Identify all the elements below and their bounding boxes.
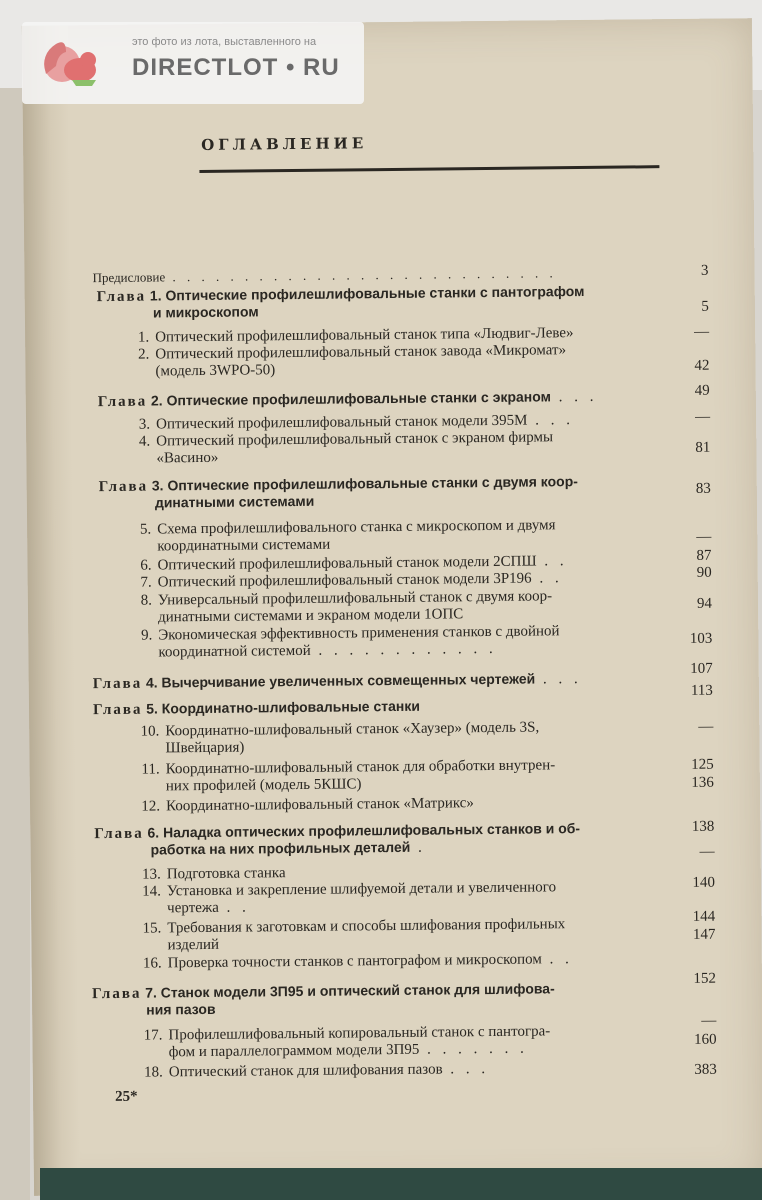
item-number: 18.: [144, 1064, 163, 1081]
toc-chapter-3-cont: [155, 493, 315, 513]
toc-chapter-1: [97, 283, 585, 306]
item-number: 3.: [138, 416, 151, 433]
toc-item-11-cont: [166, 776, 362, 795]
item-9-text-cont: координатной системой: [158, 642, 311, 661]
item-7-text: Оптический профилешлифовальный станок модели 3Р196: [157, 570, 532, 591]
item-15-text-cont: изделий: [167, 936, 220, 954]
item-9-text: Экономическая эффективность применения станков с двойной: [158, 623, 560, 644]
item-number: 8.: [140, 592, 153, 609]
item-6-text: Оптический профилешлифовальный станок модели 2СПШ: [157, 553, 537, 574]
chapter-lead: Глава: [94, 825, 144, 843]
toc-content: [22, 18, 762, 1196]
toc-item-11: [134, 757, 556, 778]
chapter-4-title: 4. Вычерчивание увеличенных совмещенных чертежей: [145, 670, 536, 691]
chapter-6-title: 6. Наладка оптических профилешлифовальных станков и об-: [147, 820, 581, 841]
item-number: 10.: [140, 723, 160, 740]
chapter-2-title: 2. Оптические профилешлифовальные станки с экраном: [150, 388, 552, 409]
toc-item-2-page: 42: [694, 357, 710, 374]
book-cover-strip: [40, 1168, 762, 1200]
toc-chapter-4-page: 107: [690, 660, 713, 677]
toc-item-3-page: —: [694, 408, 711, 425]
toc-item-2: [123, 342, 566, 364]
item-number: 9.: [140, 627, 153, 644]
book-page: [22, 18, 762, 1196]
item-8-text-cont: динатными системами и экраном модели 1ОПС: [158, 606, 464, 626]
chapter-lead: Глава: [97, 393, 148, 411]
chapter-lead: Глава: [92, 701, 143, 719]
chapter-lead: Глава: [98, 478, 149, 496]
item-3-text: Оптический профилешлифовальный станок модели 395М: [155, 412, 528, 433]
item-number: 6.: [140, 557, 152, 574]
toc-item-6: 6. Оптический профилешлифовальный станок модели 2СПШ . .: [125, 553, 567, 575]
item-1-text: Оптический профилешлифовальный станок типа «Людвиг-Леве»: [155, 325, 574, 346]
item-10-text: Координатно-шлифовальный станок «Хаузер» (модель 3S,: [165, 719, 540, 740]
signature-mark: 25*: [115, 1088, 138, 1105]
item-number: 16.: [142, 955, 162, 972]
chapter-1-title: 1. Оптические профилешлифовальные станки с пантографом: [149, 282, 585, 304]
toc-chapter-3: [99, 473, 578, 496]
toc-item-9-page: 103: [689, 630, 713, 647]
toc-preface: Предисловие . . . . . . . . . . . . . . . . . . . . . . . . . . .: [92, 265, 557, 286]
toc-item-12-page: 136: [691, 774, 714, 791]
item-4-text-cont: «Васино»: [156, 449, 219, 467]
watermark-brand: DIRECTLOT • RU: [132, 54, 340, 81]
toc-item-10: [133, 719, 539, 740]
toc-chapter-7: [92, 980, 555, 1003]
toc-item-14-cont: чертежа . .: [167, 899, 250, 917]
toc-item-15-cont: [167, 937, 219, 955]
toc-item-4-page: 81: [695, 439, 711, 456]
toc-chapter-5-page: 113: [690, 682, 713, 699]
squirrel-logo-icon: [36, 34, 106, 92]
toc-chapter-6-page: 138: [691, 818, 715, 835]
toc-preface-page: 3: [700, 262, 709, 279]
toc-chapter-2-page: 49: [694, 382, 710, 399]
chapter-6-title-cont: работка на них профильных деталей: [150, 838, 411, 858]
item-number: 13.: [141, 866, 161, 883]
item-number: 1.: [137, 329, 150, 346]
item-13-text: Подготовка станка: [166, 865, 286, 883]
toc-item-3: 3. Оптический профилешлифовальный станок модели 395М . . .: [124, 412, 574, 434]
item-number: 4.: [138, 433, 151, 450]
item-10-text-cont: Швейцария): [165, 739, 245, 757]
item-number: 15.: [142, 920, 162, 937]
item-number: 11.: [141, 761, 160, 778]
title-underline: [199, 165, 659, 173]
toc-item-16: 16. Проверка точности станков с пантографом и микроскопом . .: [136, 951, 573, 973]
item-8-text: Универсальный профилешлифовальный станок с двумя коор-: [157, 588, 553, 609]
toc-item-5-page: —: [696, 528, 712, 545]
chapter-5-title: 5. Координатно-шлифовальные станки: [146, 697, 421, 717]
toc-item-14-page: 140: [692, 874, 715, 891]
watermark-caption: это фото из лота, выставленного на: [132, 36, 317, 48]
toc-item-17-page-a: —: [701, 1012, 717, 1029]
item-14-text-cont: чертежа: [167, 899, 219, 917]
toc-item-18-page: 383: [694, 1061, 717, 1078]
chapter-7-title: 7. Станок модели 3П95 и оптический станок для шлифова-: [145, 980, 555, 1001]
item-18-text: Оптический станок для шлифования пазов: [168, 1061, 443, 1081]
toc-item-17-cont: фом и параллелограммом модели 3П95 . . . . . . .: [168, 1040, 528, 1061]
item-16-text: Проверка точности станков с пантографом и микроскопом: [167, 951, 542, 972]
toc-chapter-1-cont: [153, 303, 259, 322]
toc-item-13: [135, 865, 286, 884]
toc-item-11-page: 125: [691, 756, 714, 773]
toc-chapter-7-page: 152: [693, 970, 716, 987]
toc-chapter-2: Глава 2. Оптические профилешлифовальные станки с экраном . . .: [97, 388, 598, 411]
toc-chapter-5: [93, 698, 420, 719]
item-number: 14.: [142, 883, 162, 900]
item-17-text: Профилешлифовальный копировальный станок с пантогра-: [168, 1023, 551, 1044]
item-17-text-cont: фом и параллелограммом модели 3П95: [168, 1041, 420, 1061]
page-title: ОГЛАВЛЕНИЕ: [201, 134, 368, 154]
item-2-text-cont: (модель 3WPO-50): [155, 362, 276, 380]
watermark: [22, 22, 364, 104]
toc-item-17-page-b: 160: [693, 1031, 717, 1048]
toc-item-6-page: 87: [696, 547, 712, 564]
chapter-lead: Глава: [92, 675, 143, 693]
toc-item-14: [135, 879, 556, 900]
chapter-lead: Глава: [96, 288, 147, 306]
toc-item-8-cont: [158, 606, 463, 626]
item-5-text: Схема профилешлифовального станка с микроскопом и двумя: [157, 517, 556, 538]
item-number: 5.: [139, 521, 152, 538]
toc-item-7-page: 90: [696, 564, 712, 581]
toc-chapter-4: Глава 4. Вычерчивание увеличенных совмещенных чертежей . . .: [92, 670, 582, 693]
chapter-lead: Глава: [91, 985, 142, 1003]
item-14-text: Установка и закрепление шлифуемой детали и увеличенного: [166, 879, 557, 900]
toc-chapter-6-cont: работка на них профильных деталей .: [150, 838, 426, 858]
item-number: 7.: [140, 574, 152, 591]
toc-item-4: [124, 429, 553, 450]
toc-item-18: 18. Оптический станок для шлифования пазов . . .: [137, 1061, 489, 1082]
item-2-text: Оптический профилешлифовальный станок завода «Микромат»: [155, 342, 567, 363]
toc-item-8-page: 94: [696, 595, 713, 612]
toc-item-7: 7. Оптический профилешлифовальный станок модели 3Р196 . .: [126, 570, 563, 592]
toc-item-12: [134, 795, 474, 816]
item-5-text-cont: координатными системами: [157, 536, 331, 555]
toc-chapter-3-page: 83: [695, 480, 711, 497]
item-11-text-cont: них профилей (модель 5КШС): [165, 776, 362, 795]
item-12-text: Координатно-шлифовальный станок «Матрикс»: [165, 795, 474, 815]
toc-item-13-page: —: [699, 843, 715, 860]
chapter-3-title: 3. Оптические профилешлифовальные станки с двумя коор-: [151, 473, 578, 494]
item-number: 12.: [141, 798, 161, 815]
toc-chapter-1-page: 5: [701, 298, 709, 315]
toc-item-4-cont: [156, 450, 218, 468]
chapter-3-title-cont: динатными системами: [154, 492, 315, 511]
item-15-text: Требования к заготовкам и способы шлифования профильных: [167, 916, 566, 937]
toc-item-15-page: 144: [692, 908, 716, 925]
toc-item-5: [125, 517, 555, 539]
toc-item-10-cont: [165, 740, 244, 758]
item-11-text: Координатно-шлифовальный станок для обработки внутрен-: [165, 757, 556, 778]
toc-item-2-cont: [155, 362, 275, 380]
toc-item-15: [135, 916, 565, 938]
toc-chapter-7-cont: [146, 1001, 215, 1020]
toc-item-1-page: —: [694, 323, 710, 340]
toc-item-16-page: 147: [692, 926, 716, 943]
item-4-text: Оптический профилешлифовальный станок с экраном фирмы: [156, 429, 554, 450]
chapter-1-title-cont: и микроскопом: [152, 303, 259, 321]
toc-preface-label: Предисловие: [92, 269, 166, 286]
toc-item-5-cont: [157, 537, 330, 556]
toc-item-10-page: —: [698, 718, 714, 735]
item-number: 2.: [138, 346, 150, 363]
toc-item-9-cont: координатной системой . . . . . . . . . . . .: [158, 640, 497, 661]
item-number: 17.: [143, 1027, 163, 1044]
chapter-7-title-cont: ния пазов: [146, 1000, 216, 1018]
